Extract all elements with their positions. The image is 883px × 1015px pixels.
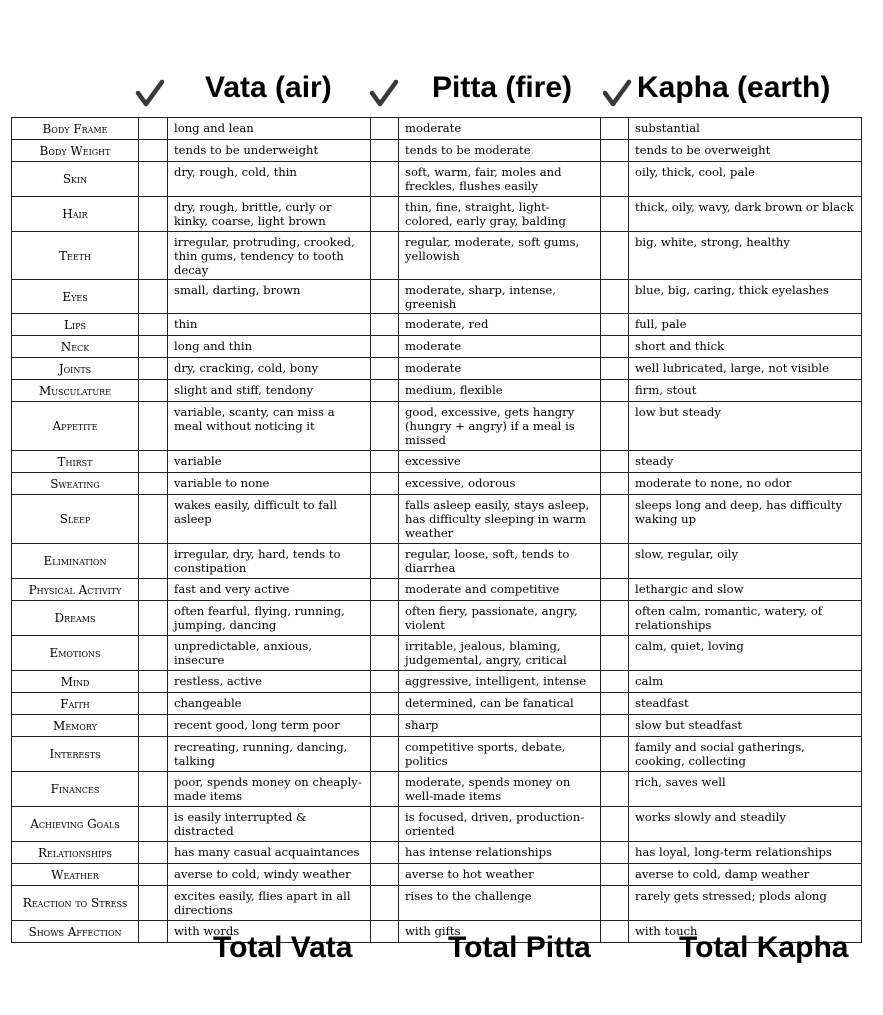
pitta-check-cell[interactable] [371,886,399,921]
category-cell: Relationships [12,842,139,864]
pitta-trait-cell: tends to be moderate [399,140,601,162]
vata-check-cell[interactable] [139,693,168,715]
kapha-check-cell[interactable] [601,772,629,807]
pitta-trait-cell: averse to hot weather [399,864,601,886]
vata-check-cell[interactable] [139,544,168,579]
kapha-trait-cell: has loyal, long-term relationships [629,842,862,864]
pitta-trait-cell: excessive [399,451,601,473]
pitta-check-cell[interactable] [371,473,399,495]
kapha-checkmark-icon [602,78,632,108]
kapha-trait-cell: rarely gets stressed; plods along [629,886,862,921]
table-row [12,842,862,864]
table-row [12,280,862,314]
kapha-trait-cell: sleeps long and deep, has difficulty waking up [629,495,862,544]
pitta-check-cell[interactable] [371,380,399,402]
vata-trait-cell: with words [168,921,371,943]
category-cell: Eyes [12,280,139,314]
category-cell: Shows Affection [12,921,139,943]
pitta-check-cell[interactable] [371,842,399,864]
table-row [12,118,862,140]
pitta-check-cell[interactable] [371,601,399,636]
vata-trait-cell: variable [168,451,371,473]
table-row [12,636,862,671]
kapha-check-cell[interactable] [601,197,629,232]
vata-check-cell[interactable] [139,451,168,473]
pitta-check-cell[interactable] [371,772,399,807]
kapha-trait-cell: short and thick [629,336,862,358]
table-row [12,232,862,280]
table-row [12,693,862,715]
category-cell: Joints [12,358,139,380]
vata-trait-cell: irregular, dry, hard, tends to constipation [168,544,371,579]
pitta-trait-cell: sharp [399,715,601,737]
kapha-check-cell[interactable] [601,921,629,943]
vata-check-cell[interactable] [139,118,168,140]
pitta-trait-cell: good, excessive, gets hangry (hungry + angry) if a meal is missed [399,402,601,451]
category-cell: Teeth [12,232,139,280]
kapha-check-cell[interactable] [601,807,629,842]
table-row [12,314,862,336]
vata-check-cell[interactable] [139,495,168,544]
vata-check-cell[interactable] [139,280,168,314]
kapha-trait-cell: moderate to none, no odor [629,473,862,495]
pitta-check-cell[interactable] [371,864,399,886]
kapha-check-cell[interactable] [601,693,629,715]
table-row [12,601,862,636]
kapha-trait-cell: substantial [629,118,862,140]
pitta-check-cell[interactable] [371,921,399,943]
pitta-trait-cell: moderate, sharp, intense, greenish [399,280,601,314]
table-row [12,544,862,579]
pitta-trait-cell: moderate [399,336,601,358]
vata-trait-cell: small, darting, brown [168,280,371,314]
kapha-check-cell[interactable] [601,451,629,473]
vata-trait-cell: wakes easily, difficult to fall asleep [168,495,371,544]
vata-trait-cell: unpredictable, anxious, insecure [168,636,371,671]
dosha-quiz-table [11,117,862,943]
category-cell: Body Frame [12,118,139,140]
kapha-check-cell[interactable] [601,737,629,772]
table-row [12,737,862,772]
kapha-trait-cell: slow, regular, oily [629,544,862,579]
vata-check-cell[interactable] [139,380,168,402]
pitta-checkmark-icon [369,78,399,108]
pitta-trait-cell: regular, moderate, soft gums, yellowish [399,232,601,280]
vata-trait-cell: recreating, running, dancing, talking [168,737,371,772]
vata-trait-cell: variable to none [168,473,371,495]
kapha-check-cell[interactable] [601,495,629,544]
pitta-check-cell[interactable] [371,636,399,671]
pitta-trait-cell: excessive, odorous [399,473,601,495]
pitta-check-cell[interactable] [371,162,399,197]
vata-trait-cell: restless, active [168,671,371,693]
category-cell: Sweating [12,473,139,495]
pitta-check-cell[interactable] [371,807,399,842]
pitta-trait-cell: medium, flexible [399,380,601,402]
table-row [12,772,862,807]
kapha-check-cell[interactable] [601,544,629,579]
vata-check-cell[interactable] [139,671,168,693]
pitta-trait-cell: moderate, spends money on well-made items [399,772,601,807]
vata-trait-cell: has many casual acquaintances [168,842,371,864]
vata-trait-cell: tends to be underweight [168,140,371,162]
category-cell: Reaction to Stress [12,886,139,921]
pitta-trait-cell: with gifts [399,921,601,943]
vata-trait-cell: is easily interrupted & distracted [168,807,371,842]
category-cell: Physical Activity [12,579,139,601]
vata-trait-cell: long and thin [168,336,371,358]
total-pitta-label: Total Pitta [448,931,591,964]
vata-check-cell[interactable] [139,197,168,232]
kapha-trait-cell: full, pale [629,314,862,336]
category-cell: Elimination [12,544,139,579]
vata-trait-cell: thin [168,314,371,336]
vata-trait-cell: averse to cold, windy weather [168,864,371,886]
vata-check-cell[interactable] [139,715,168,737]
category-cell: Faith [12,693,139,715]
category-cell: Appetite [12,402,139,451]
vata-trait-cell: dry, cracking, cold, bony [168,358,371,380]
vata-trait-cell: often fearful, flying, running, jumping, dancing [168,601,371,636]
table-row [12,451,862,473]
pitta-check-cell[interactable] [371,232,399,280]
pitta-trait-cell: moderate and competitive [399,579,601,601]
kapha-trait-cell: rich, saves well [629,772,862,807]
table-row [12,358,862,380]
kapha-trait-cell: calm [629,671,862,693]
vata-trait-cell: slight and stiff, tendony [168,380,371,402]
pitta-check-cell[interactable] [371,495,399,544]
kapha-check-cell[interactable] [601,842,629,864]
category-cell: Mind [12,671,139,693]
kapha-check-cell[interactable] [601,232,629,280]
kapha-trait-cell: steadfast [629,693,862,715]
table-row [12,671,862,693]
pitta-check-cell[interactable] [371,451,399,473]
kapha-trait-cell: steady [629,451,862,473]
category-cell: Finances [12,772,139,807]
vata-check-cell[interactable] [139,601,168,636]
kapha-check-cell[interactable] [601,358,629,380]
table-row [12,807,862,842]
pitta-check-cell[interactable] [371,544,399,579]
kapha-check-cell[interactable] [601,579,629,601]
vata-trait-cell: dry, rough, cold, thin [168,162,371,197]
pitta-trait-cell: moderate, red [399,314,601,336]
pitta-check-cell[interactable] [371,314,399,336]
table-row [12,380,862,402]
table-row [12,864,862,886]
kapha-trait-cell: oily, thick, cool, pale [629,162,862,197]
kapha-trait-cell: tends to be overweight [629,140,862,162]
kapha-trait-cell: lethargic and slow [629,579,862,601]
category-cell: Neck [12,336,139,358]
vata-check-cell[interactable] [139,232,168,280]
kapha-trait-cell: often calm, romantic, watery, of relationships [629,601,862,636]
table-row [12,886,862,921]
kapha-trait-cell: calm, quiet, loving [629,636,862,671]
pitta-trait-cell: regular, loose, soft, tends to diarrhea [399,544,601,579]
kapha-trait-cell: family and social gatherings, cooking, collecting [629,737,862,772]
vata-trait-cell: dry, rough, brittle, curly or kinky, coarse, light brown [168,197,371,232]
category-cell: Interests [12,737,139,772]
vata-trait-cell: variable, scanty, can miss a meal without noticing it [168,402,371,451]
pitta-trait-cell: falls asleep easily, stays asleep, has difficulty sleeping in warm weather [399,495,601,544]
vata-check-cell[interactable] [139,314,168,336]
pitta-check-cell[interactable] [371,715,399,737]
vata-header: Vata (air) [205,71,332,104]
kapha-check-cell[interactable] [601,601,629,636]
vata-check-cell[interactable] [139,864,168,886]
pitta-trait-cell: competitive sports, debate, politics [399,737,601,772]
vata-check-cell[interactable] [139,636,168,671]
kapha-check-cell[interactable] [601,336,629,358]
category-cell: Body Weight [12,140,139,162]
vata-trait-cell: irregular, protruding, crooked, thin gums, tendency to tooth decay [168,232,371,280]
category-cell: Weather [12,864,139,886]
vata-check-cell[interactable] [139,162,168,197]
kapha-check-cell[interactable] [601,864,629,886]
pitta-check-cell[interactable] [371,737,399,772]
kapha-trait-cell: with touch [629,921,862,943]
kapha-check-cell[interactable] [601,473,629,495]
kapha-check-cell[interactable] [601,886,629,921]
table-row [12,715,862,737]
pitta-check-cell[interactable] [371,579,399,601]
kapha-trait-cell: big, white, strong, healthy [629,232,862,280]
total-vata-label: Total Vata [213,931,353,964]
kapha-trait-cell: low but steady [629,402,862,451]
vata-check-cell[interactable] [139,336,168,358]
category-cell: Skin [12,162,139,197]
table-row [12,473,862,495]
vata-trait-cell: changeable [168,693,371,715]
kapha-check-cell[interactable] [601,715,629,737]
kapha-check-cell[interactable] [601,636,629,671]
kapha-check-cell[interactable] [601,671,629,693]
table-row [12,140,862,162]
vata-checkmark-icon [135,78,165,108]
kapha-trait-cell: firm, stout [629,380,862,402]
kapha-check-cell[interactable] [601,314,629,336]
pitta-check-cell[interactable] [371,118,399,140]
kapha-check-cell[interactable] [601,380,629,402]
kapha-trait-cell: averse to cold, damp weather [629,864,862,886]
vata-trait-cell: long and lean [168,118,371,140]
vata-trait-cell: excites easily, flies apart in all directions [168,886,371,921]
pitta-check-cell[interactable] [371,358,399,380]
category-cell: Dreams [12,601,139,636]
pitta-trait-cell: moderate [399,118,601,140]
vata-trait-cell: poor, spends money on cheaply-made items [168,772,371,807]
vata-check-cell[interactable] [139,842,168,864]
pitta-trait-cell: irritable, jealous, blaming, judgemental, angry, critical [399,636,601,671]
vata-check-cell[interactable] [139,140,168,162]
pitta-trait-cell: aggressive, intelligent, intense [399,671,601,693]
vata-check-cell[interactable] [139,473,168,495]
pitta-trait-cell: soft, warm, fair, moles and freckles, flushes easily [399,162,601,197]
vata-check-cell[interactable] [139,807,168,842]
table-row [12,402,862,451]
kapha-header: Kapha (earth) [637,71,831,104]
category-cell: Emotions [12,636,139,671]
vata-check-cell[interactable] [139,921,168,943]
pitta-trait-cell: moderate [399,358,601,380]
vata-trait-cell: fast and very active [168,579,371,601]
pitta-trait-cell: rises to the challenge [399,886,601,921]
kapha-trait-cell: works slowly and steadily [629,807,862,842]
category-cell: Thirst [12,451,139,473]
vata-check-cell[interactable] [139,772,168,807]
pitta-check-cell[interactable] [371,336,399,358]
category-cell: Musculature [12,380,139,402]
vata-trait-cell: recent good, long term poor [168,715,371,737]
pitta-check-cell[interactable] [371,280,399,314]
kapha-trait-cell: well lubricated, large, not visible [629,358,862,380]
vata-check-cell[interactable] [139,402,168,451]
category-cell: Lips [12,314,139,336]
vata-check-cell[interactable] [139,358,168,380]
table-row [12,495,862,544]
pitta-header: Pitta (fire) [432,71,573,104]
pitta-check-cell[interactable] [371,671,399,693]
kapha-check-cell[interactable] [601,280,629,314]
table-row [12,197,862,232]
vata-check-cell[interactable] [139,737,168,772]
kapha-check-cell[interactable] [601,140,629,162]
kapha-trait-cell: thick, oily, wavy, dark brown or black [629,197,862,232]
pitta-trait-cell: often fiery, passionate, angry, violent [399,601,601,636]
pitta-trait-cell: has intense relationships [399,842,601,864]
pitta-check-cell[interactable] [371,197,399,232]
kapha-check-cell[interactable] [601,162,629,197]
pitta-check-cell[interactable] [371,402,399,451]
table-row [12,579,862,601]
kapha-trait-cell: blue, big, caring, thick eyelashes [629,280,862,314]
vata-check-cell[interactable] [139,886,168,921]
kapha-trait-cell: slow but steadfast [629,715,862,737]
pitta-trait-cell: is focused, driven, production-oriented [399,807,601,842]
kapha-check-cell[interactable] [601,402,629,451]
table-row [12,162,862,197]
vata-check-cell[interactable] [139,579,168,601]
pitta-check-cell[interactable] [371,693,399,715]
category-cell: Memory [12,715,139,737]
pitta-check-cell[interactable] [371,140,399,162]
total-kapha-label: Total Kapha [679,931,849,964]
pitta-trait-cell: thin, fine, straight, light-colored, early gray, balding [399,197,601,232]
table-row [12,336,862,358]
category-cell: Achieving Goals [12,807,139,842]
pitta-trait-cell: determined, can be fanatical [399,693,601,715]
category-cell: Hair [12,197,139,232]
kapha-check-cell[interactable] [601,118,629,140]
category-cell: Sleep [12,495,139,544]
